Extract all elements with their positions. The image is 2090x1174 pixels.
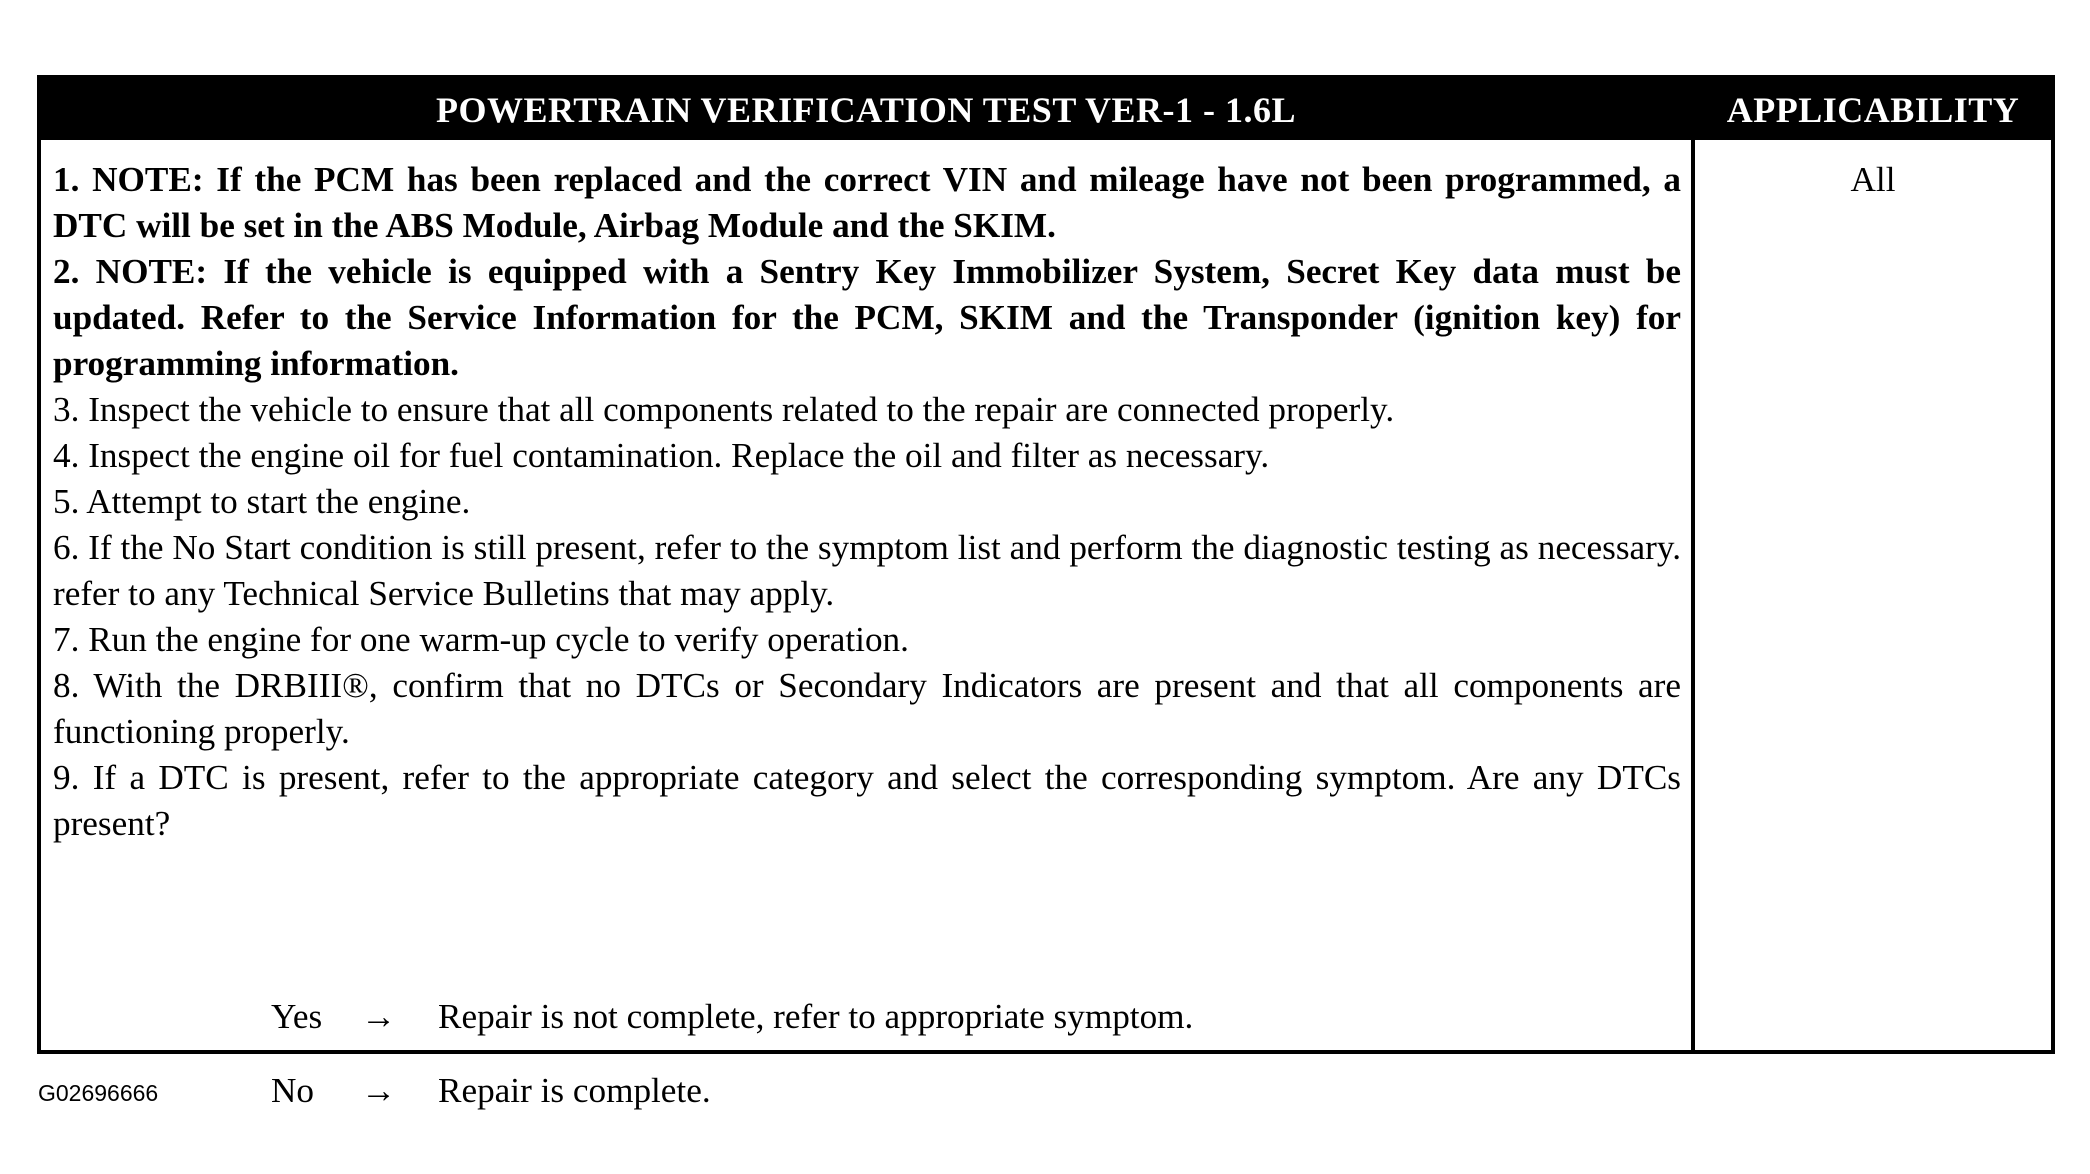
answer-yes-text: Repair is not complete, refer to appropriate symptom.: [438, 997, 1194, 1036]
step-9: 9. If a DTC is present, refer to the appropriate category and select the corresponding symptom. Are any DTCs present?: [53, 758, 1681, 843]
step-1: 1. NOTE: If the PCM has been replaced and the correct VIN and mileage have not been programmed, a DTC will be set in the ABS Module, Airbag Module and the SKIM.: [53, 160, 1681, 245]
step-6: 6. If the No Start condition is still present, refer to the symptom list and perform the diagnostic testing as necessary. refer to any Technical Service Bulletins that may apply.: [53, 528, 1681, 613]
right-arrow-icon: →: [361, 1071, 397, 1110]
figure-id: G02696666: [38, 1080, 159, 1106]
column-divider: [1691, 140, 1695, 1050]
answer-no-label: No: [271, 1071, 315, 1110]
table-header: [41, 79, 2051, 140]
answer-no-text: Repair is complete.: [438, 1071, 711, 1110]
step-7: 7. Run the engine for one warm-up cycle to verify operation.: [53, 620, 909, 659]
applicability-header: APPLICABILITY: [1726, 89, 2020, 130]
applicability-value: All: [1850, 160, 1896, 199]
table-title: POWERTRAIN VERIFICATION TEST VER-1 - 1.6L: [435, 89, 1297, 130]
step-2: 2. NOTE: If the vehicle is equipped with a Sentry Key Immobilizer System, Secret Key data must be updated. Refer to the Service Information for the PCM, SKIM and the Transponder (ignition key) for programming information.: [53, 252, 1681, 383]
right-arrow-icon: →: [361, 997, 397, 1036]
step-5: 5. Attempt to start the engine.: [53, 482, 471, 521]
step-3: 3. Inspect the vehicle to ensure that all components related to the repair are connected properly.: [53, 390, 1395, 429]
step-4: 4. Inspect the engine oil for fuel contamination. Replace the oil and filter as necessary.: [53, 436, 1270, 475]
step-8: 8. With the DRBIII®, confirm that no DTCs or Secondary Indicators are present and that all components are functioning properly.: [53, 666, 1681, 751]
answer-yes-label: Yes: [271, 997, 323, 1036]
test-steps: [53, 157, 1681, 847]
